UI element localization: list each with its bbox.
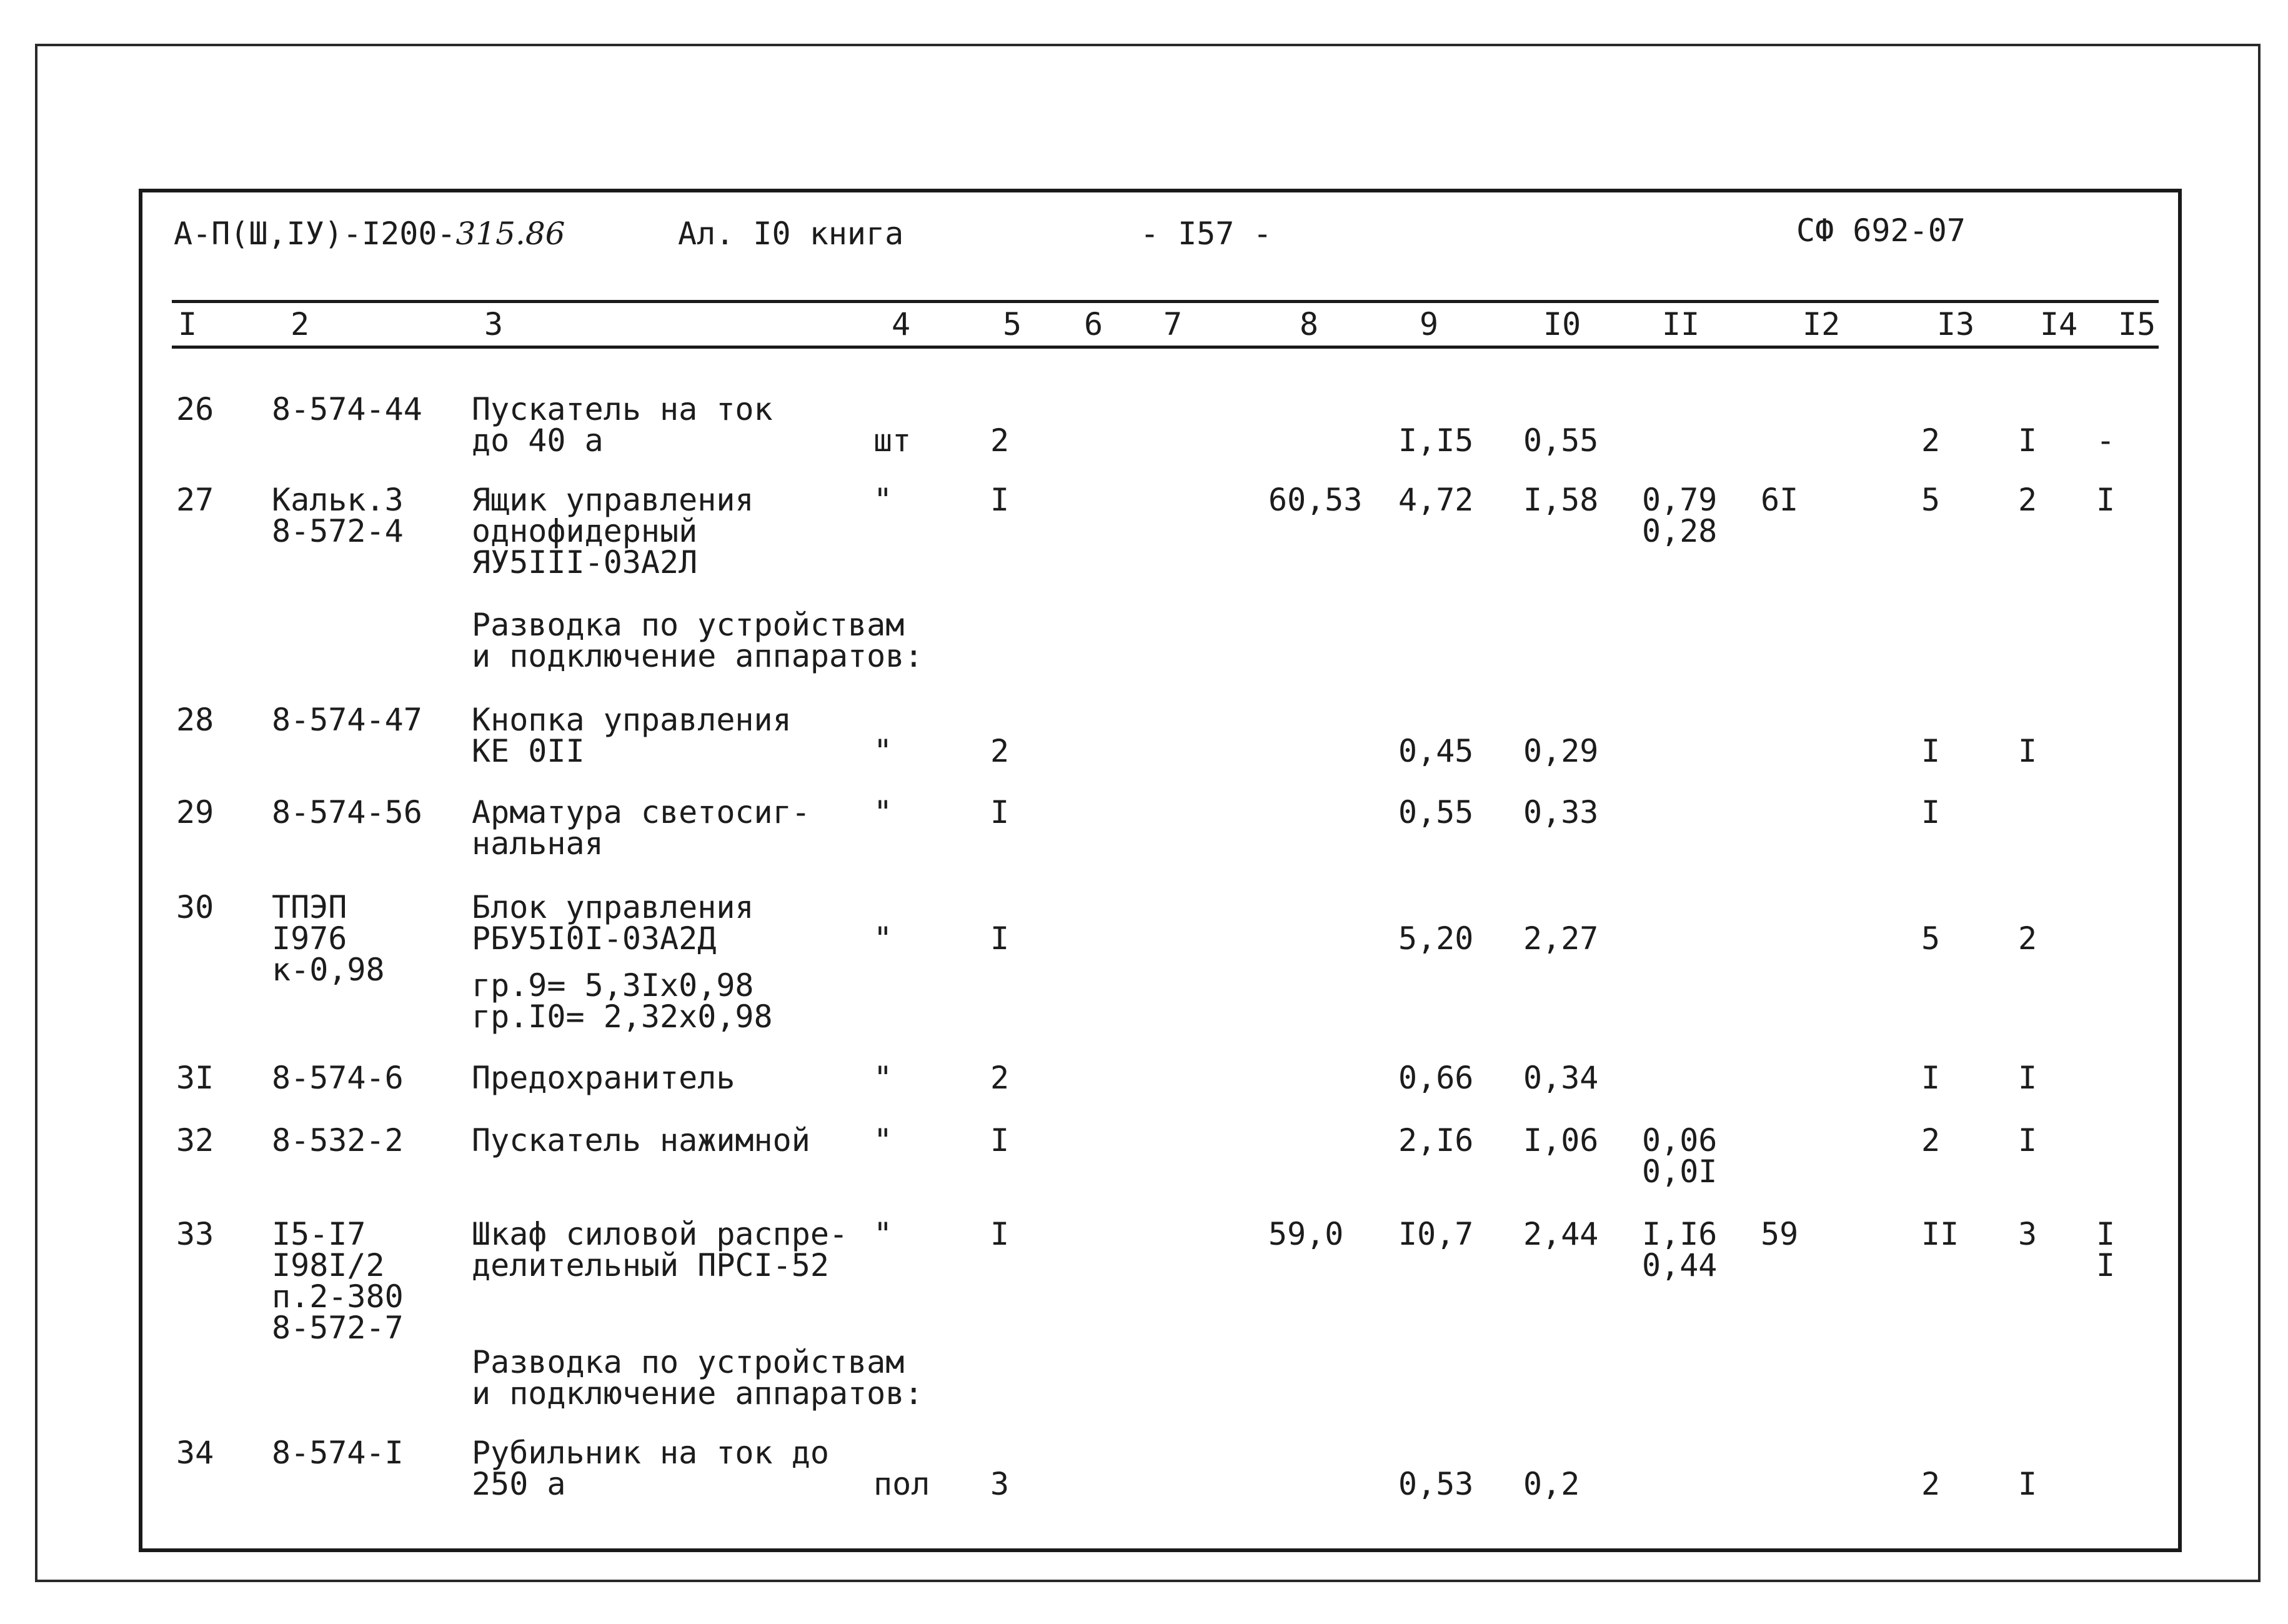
column-number: I	[178, 306, 197, 342]
album-label: Ал. I0 книга	[678, 216, 904, 252]
cell-c13: 5	[1921, 482, 1941, 518]
item-name: КЕ 0II	[472, 733, 585, 769]
cell-c9: I0,7	[1398, 1216, 1474, 1252]
cell-c13: I	[1921, 733, 1941, 769]
item-name: гр.9= 5,3Iх0,98	[472, 967, 754, 1004]
row-number: 29	[176, 794, 214, 830]
column-number: 5	[1003, 306, 1022, 342]
item-code: 8-532-2	[272, 1122, 404, 1158]
cell-c13: 2	[1921, 1122, 1941, 1158]
cell-unit: "	[873, 1122, 893, 1158]
cell-c11: I,I6	[1642, 1216, 1718, 1252]
item-name: Рубильник на ток до	[472, 1435, 829, 1471]
item-name: и подключение аппаратов:	[472, 638, 923, 674]
item-name: Блок управления	[472, 889, 754, 925]
item-name: Шкаф силовой распре-	[472, 1216, 848, 1252]
sheet-code: СФ 692-07	[1796, 212, 1966, 249]
cell-c14: I	[2018, 1060, 2037, 1096]
cell-unit: пол	[873, 1466, 930, 1502]
item-name: Разводка по устройствам	[472, 1344, 905, 1380]
cell-c15: I	[2096, 1216, 2116, 1252]
row-number: 32	[176, 1122, 214, 1158]
cell-c10: 0,29	[1523, 733, 1599, 769]
cell-c9: 0,66	[1398, 1060, 1474, 1096]
column-number: I4	[2040, 306, 2078, 342]
cell-unit: "	[873, 733, 893, 769]
cell-c13: 5	[1921, 920, 1941, 957]
table-frame	[139, 189, 2182, 1552]
project-code-handwritten: 315.86	[455, 216, 565, 252]
cell-c9: 0,45	[1398, 733, 1474, 769]
item-name: нальная	[472, 825, 604, 862]
item-code: I98I/2	[272, 1247, 385, 1283]
cell-c15: I	[2096, 482, 2116, 518]
cell-c10: I,06	[1523, 1122, 1599, 1158]
cell-c10: 2,27	[1523, 920, 1599, 957]
item-name: Ящик управления	[472, 482, 754, 518]
page-number: - I57 -	[1140, 216, 1272, 252]
cell-unit: "	[873, 482, 893, 518]
cell-c11: 0,28	[1642, 513, 1718, 549]
item-code: ТПЭП	[272, 889, 347, 925]
cell-c14: 2	[2018, 920, 2037, 957]
cell-unit: шт	[873, 422, 912, 459]
cell-c13: I	[1921, 794, 1941, 830]
item-code: 8-574-47	[272, 702, 422, 738]
cell-c9: 0,55	[1398, 794, 1474, 830]
row-number: 34	[176, 1435, 214, 1471]
cell-c14: 3	[2018, 1216, 2037, 1252]
cell-unit: "	[873, 794, 893, 830]
item-code: 8-572-7	[272, 1310, 404, 1346]
item-name: ЯУ5III-03А2Л	[472, 544, 698, 580]
cell-c13: 2	[1921, 422, 1941, 459]
cell-qty: I	[990, 920, 1010, 957]
cell-c13: II	[1921, 1216, 1959, 1252]
row-number: 3I	[176, 1060, 214, 1096]
item-code: 8-574-56	[272, 794, 422, 830]
cell-c14: I	[2018, 1466, 2037, 1502]
row-number: 28	[176, 702, 214, 738]
cell-c10: 0,34	[1523, 1060, 1599, 1096]
cell-c15: -	[2096, 422, 2116, 459]
cell-c9: 0,53	[1398, 1466, 1474, 1502]
item-name: Разводка по устройствам	[472, 607, 905, 643]
cell-unit: "	[873, 1216, 893, 1252]
cell-qty: 3	[990, 1466, 1010, 1502]
item-name: Кнопка управления	[472, 702, 792, 738]
item-name: 250 а	[472, 1466, 566, 1502]
column-number: I3	[1937, 306, 1975, 342]
cell-qty: 2	[990, 1060, 1010, 1096]
item-name: Пускатель нажимной	[472, 1122, 810, 1158]
cell-c14: I	[2018, 733, 2037, 769]
column-number: 7	[1163, 306, 1183, 342]
item-code: 8-572-4	[272, 513, 404, 549]
item-code: I976	[272, 920, 347, 957]
item-name: однофидерный	[472, 513, 698, 549]
cell-c10: 0,2	[1523, 1466, 1580, 1502]
cell-c9: 5,20	[1398, 920, 1474, 957]
cell-c9: I,I5	[1398, 422, 1474, 459]
cell-c10: 0,55	[1523, 422, 1599, 459]
item-code: 8-574-6	[272, 1060, 404, 1096]
row-number: 26	[176, 391, 214, 427]
cell-c9: 4,72	[1398, 482, 1474, 518]
cell-qty: 2	[990, 422, 1010, 459]
cell-c10: 0,33	[1523, 794, 1599, 830]
item-code: Кальк.3	[272, 482, 404, 518]
item-name: гр.I0= 2,32х0,98	[472, 999, 773, 1035]
row-number: 33	[176, 1216, 214, 1252]
cell-qty: I	[990, 482, 1010, 518]
item-code: 8-574-I	[272, 1435, 404, 1471]
item-code: п.2-380	[272, 1278, 404, 1315]
row-number: 27	[176, 482, 214, 518]
column-number: 3	[484, 306, 504, 342]
cell-c13: 2	[1921, 1466, 1941, 1502]
cell-c10: I,58	[1523, 482, 1599, 518]
header-bottom-rule	[172, 346, 2159, 349]
item-name: Пускатель на ток	[472, 391, 773, 427]
item-name: делительный ПРСI-52	[472, 1247, 829, 1283]
item-name: РБУ5I0I-03А2Д	[472, 920, 717, 957]
column-number: I5	[2118, 306, 2156, 342]
cell-c14: I	[2018, 1122, 2037, 1158]
cell-c11: 0,06	[1642, 1122, 1718, 1158]
row-number: 30	[176, 889, 214, 925]
cell-c12: 6I	[1761, 482, 1799, 518]
column-number: 4	[892, 306, 911, 342]
cell-c8: 59,0	[1268, 1216, 1344, 1252]
cell-qty: 2	[990, 733, 1010, 769]
item-name: и подключение аппаратов:	[472, 1375, 923, 1412]
item-code: к-0,98	[272, 952, 385, 988]
cell-unit: "	[873, 920, 893, 957]
column-number: II	[1662, 306, 1700, 342]
item-name: Арматура светосиг-	[472, 794, 810, 830]
cell-unit: "	[873, 1060, 893, 1096]
cell-c10: 2,44	[1523, 1216, 1599, 1252]
cell-c12: 59	[1761, 1216, 1799, 1252]
item-code: I5-I7	[272, 1216, 366, 1252]
cell-c11: 0,79	[1642, 482, 1718, 518]
column-number: 9	[1420, 306, 1439, 342]
cell-c8: 60,53	[1268, 482, 1363, 518]
cell-c11: 0,0I	[1642, 1153, 1718, 1190]
project-code-prefix: А-П(Ш,IУ)-I200-	[174, 216, 456, 252]
cell-qty: I	[990, 794, 1010, 830]
cell-qty: I	[990, 1122, 1010, 1158]
column-number: 6	[1084, 306, 1103, 342]
cell-qty: I	[990, 1216, 1010, 1252]
cell-c13: I	[1921, 1060, 1941, 1096]
column-number: I2	[1803, 306, 1841, 342]
item-code: 8-574-44	[272, 391, 422, 427]
cell-c11: 0,44	[1642, 1247, 1718, 1283]
project-code	[174, 216, 565, 252]
item-name: до 40 а	[472, 422, 604, 459]
cell-c14: 2	[2018, 482, 2037, 518]
column-number: 2	[291, 306, 310, 342]
item-name: Предохранитель	[472, 1060, 735, 1096]
column-number: I0	[1543, 306, 1581, 342]
cell-c9: 2,I6	[1398, 1122, 1474, 1158]
header-top-rule	[172, 300, 2159, 303]
column-number: 8	[1300, 306, 1319, 342]
cell-c14: I	[2018, 422, 2037, 459]
cell-c15: I	[2096, 1247, 2116, 1283]
